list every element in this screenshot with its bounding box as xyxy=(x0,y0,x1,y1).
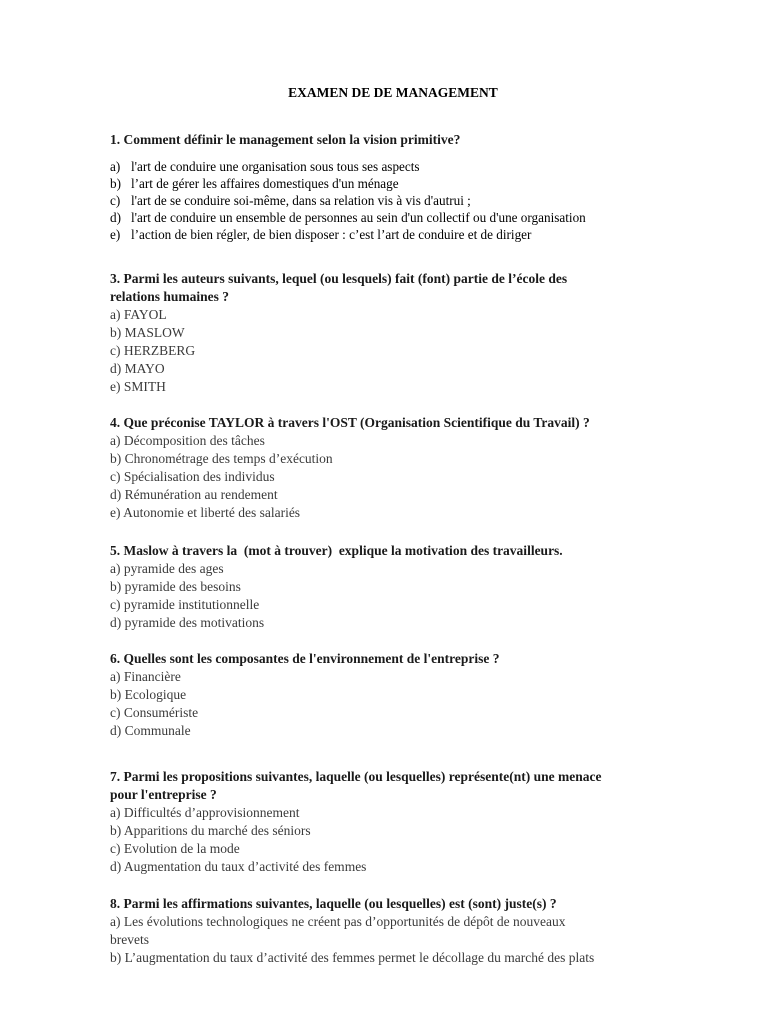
list-item: b) Apparitions du marché des séniors xyxy=(110,823,311,838)
question-3 xyxy=(110,270,685,396)
list-item: a) Financière xyxy=(110,669,181,684)
question-1 xyxy=(110,131,685,243)
question-8 xyxy=(110,895,685,967)
list-item: c) pyramide institutionnelle xyxy=(110,597,260,612)
list-item: a) Les évolutions technologiques ne créent pas d’opportunités de dépôt de nouveaux xyxy=(110,914,566,929)
list-item: c) Spécialisation des individus xyxy=(110,469,275,484)
question-7-text-line-1: 7. Parmi les propositions suivantes, laquelle (ou lesquelles) représente(nt) une menace xyxy=(110,769,602,784)
option-marker: b) xyxy=(110,176,121,191)
list-item: b) Chronométrage des temps d’exécution xyxy=(110,451,333,466)
question-7 xyxy=(110,768,685,876)
option-text: l'art de se conduire soi-même, dans sa relation vis à vis d'autrui ; xyxy=(131,193,471,208)
option-marker: d) xyxy=(110,210,121,225)
option-text: l’action de bien régler, de bien disposer : c’est l’art de conduire et de diriger xyxy=(131,227,532,242)
list-item: d) Rémunération au rendement xyxy=(110,487,278,502)
list-item: a) FAYOL xyxy=(110,307,167,322)
list-item: e) Autonomie et liberté des salariés xyxy=(110,505,301,520)
option-marker: e) xyxy=(110,227,121,242)
question-6 xyxy=(110,650,685,740)
list-item: c) HERZBERG xyxy=(110,343,196,358)
list-item: d) MAYO xyxy=(110,361,165,376)
list-item: d) pyramide des motivations xyxy=(110,615,265,630)
list-item xyxy=(110,209,685,226)
question-8-options xyxy=(110,913,685,967)
list-item: a) Difficultés d’approvisionnement xyxy=(110,805,300,820)
list-item: b) L’augmentation du taux d’activité des femmes permet le décollage du marché des plats xyxy=(110,950,595,965)
option-text: l’art de gérer les affaires domestiques d'un ménage xyxy=(131,176,399,191)
list-item: d) Augmentation du taux d’activité des femmes xyxy=(110,859,367,874)
question-8-text: 8. Parmi les affirmations suivantes, laquelle (ou lesquelles) est (sont) juste(s) ? xyxy=(110,896,557,911)
question-3-text-line-1: 3. Parmi les auteurs suivants, lequel (ou lesquels) fait (font) partie de l’école des xyxy=(110,271,568,286)
option-marker: a) xyxy=(110,159,121,174)
list-item xyxy=(110,226,685,243)
list-item xyxy=(110,158,685,175)
list-item xyxy=(110,192,685,209)
list-item: c) Consumériste xyxy=(110,705,199,720)
option-text: l'art de conduire une organisation sous tous ses aspects xyxy=(131,159,420,174)
option-marker: c) xyxy=(110,193,121,208)
list-item: d) Communale xyxy=(110,723,191,738)
question-4-text: 4. Que préconise TAYLOR à travers l'OST (Organisation Scientifique du Travail) ? xyxy=(110,415,590,430)
question-5 xyxy=(110,542,685,632)
question-4 xyxy=(110,414,685,522)
question-7-text-line-2: pour l'entreprise ? xyxy=(110,787,217,802)
question-6-options xyxy=(110,668,685,740)
question-4-options xyxy=(110,432,685,522)
question-1-options xyxy=(110,158,685,243)
list-item: c) Evolution de la mode xyxy=(110,841,240,856)
question-5-options xyxy=(110,560,685,632)
option-text: l'art de conduire un ensemble de personnes au sein d'un collectif ou d'une organisation xyxy=(131,210,586,225)
list-item: b) pyramide des besoins xyxy=(110,579,241,594)
list-item: b) Ecologique xyxy=(110,687,187,702)
question-3-options xyxy=(110,306,685,396)
list-item-continuation: brevets xyxy=(110,932,149,947)
question-5-text: 5. Maslow à travers la (mot à trouver) explique la motivation des travailleurs. xyxy=(110,543,563,558)
list-item: b) MASLOW xyxy=(110,325,185,340)
list-item xyxy=(110,175,685,192)
list-item: a) pyramide des ages xyxy=(110,561,224,576)
question-3-text-line-2: relations humaines ? xyxy=(110,289,230,304)
question-1-text: 1. Comment définir le management selon la vision primitive? xyxy=(110,132,461,147)
list-item: a) Décomposition des tâches xyxy=(110,433,265,448)
list-item: e) SMITH xyxy=(110,379,166,394)
question-6-text: 6. Quelles sont les composantes de l'environnement de l'entreprise ? xyxy=(110,651,500,666)
question-7-options xyxy=(110,804,685,876)
document-title: EXAMEN DE DE MANAGEMENT xyxy=(288,85,498,100)
